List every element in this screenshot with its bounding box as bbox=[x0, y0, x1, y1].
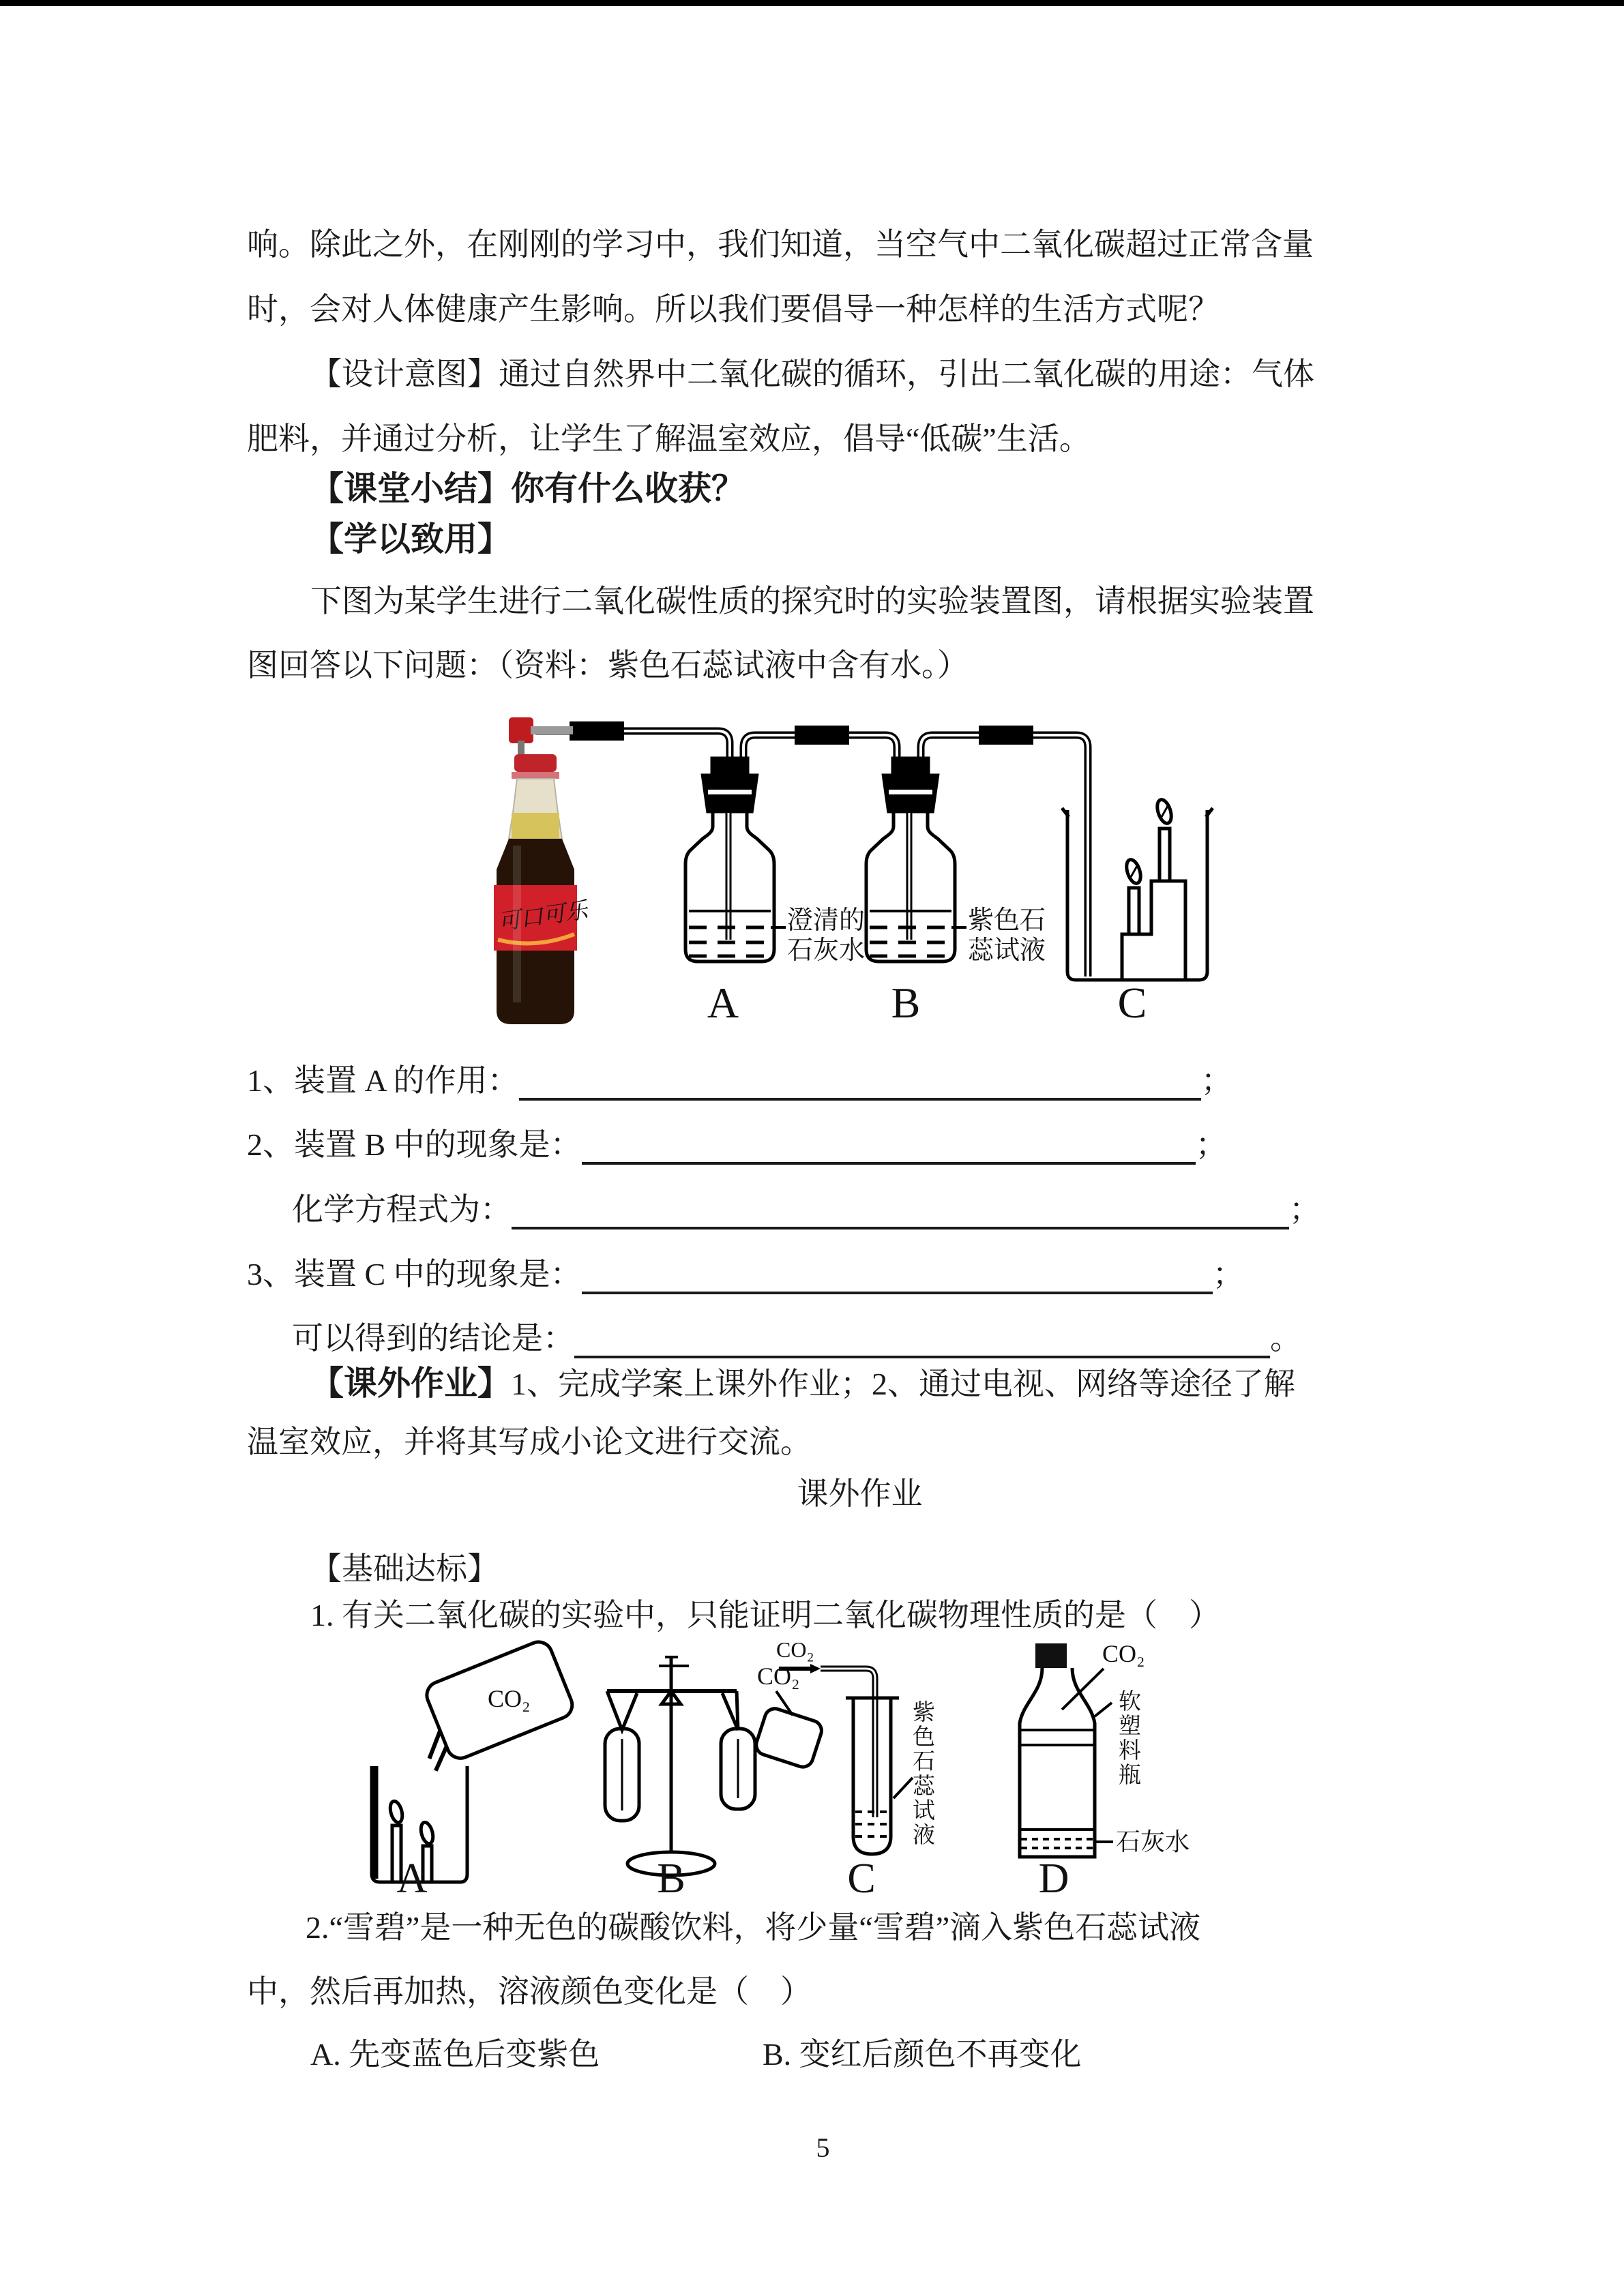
figure2-label-A: A bbox=[396, 1855, 428, 1899]
experiment-intro-line-2: 图回答以下问题：（资料：紫色石蕊试液中含有水。） bbox=[247, 648, 969, 683]
intro-line-1: 响。除此之外，在刚刚的学习中，我们知道，当空气中二氧化碳超过正常含量 bbox=[247, 227, 1314, 262]
class-summary-heading: 【课堂小结】你有什么收获？ bbox=[310, 470, 745, 507]
question-1-punct: ； bbox=[1200, 1063, 1232, 1098]
gas-bottle-A bbox=[685, 757, 786, 961]
question-2-equation-label: 化学方程式为： bbox=[292, 1192, 512, 1227]
option-b-drawing bbox=[605, 1657, 824, 1875]
design-intent-line-2: 肥料，并通过分析，让学生了解温室效应，倡导“低碳”生活。 bbox=[247, 421, 1091, 456]
question-3-blank bbox=[582, 1262, 1213, 1294]
bottle-b-label-line2: 蕊试液 bbox=[968, 936, 1046, 965]
option-d-bottle-vertical-label: 软塑料瓶 bbox=[1115, 1689, 1140, 1787]
question-2-label: 2、装置 B 中的现象是： bbox=[247, 1127, 582, 1162]
option-d-co2-label: CO₂ bbox=[1102, 1640, 1145, 1667]
homework-line-2: 温室效应，并将其写成小论文进行交流。 bbox=[247, 1425, 812, 1459]
gas-bottle-B bbox=[866, 757, 966, 961]
homework-q2-line-2: 中，然后再加热，溶液颜色变化是（ ） bbox=[247, 1974, 812, 2009]
question-3-conclusion-label: 可以得到的结论是： bbox=[292, 1321, 574, 1356]
question-3-conclusion-blank bbox=[574, 1326, 1270, 1358]
question-2 bbox=[247, 1125, 1227, 1165]
top-border-bar bbox=[0, 0, 1624, 6]
page-number: 5 bbox=[816, 2132, 830, 2163]
figure2-label-B: B bbox=[657, 1855, 685, 1899]
question-2-equation bbox=[292, 1190, 1320, 1229]
homework-q2-option-a: A. 先变蓝色后变紫色 bbox=[310, 2037, 600, 2072]
bottle-a-label-line2: 石灰水 bbox=[787, 936, 866, 965]
option-a-drawing bbox=[372, 1638, 577, 1882]
homework-line-1 bbox=[310, 1362, 1295, 1404]
homework-q2-line-1: 2.“雪碧”是一种无色的碳酸饮料，将少量“雪碧”滴入紫色石蕊试液 bbox=[306, 1910, 1201, 1945]
question-3-label: 3、装置 C 中的现象是： bbox=[247, 1257, 582, 1292]
figure1-label-C: C bbox=[1117, 979, 1147, 1027]
experiment-intro-line-1: 下图为某学生进行二氧化碳性质的探究时的实验装置图，请根据实验装置 bbox=[310, 584, 1314, 618]
apply-knowledge-heading: 【学以致用】 bbox=[310, 520, 512, 558]
question-2-equation-punct: ； bbox=[1289, 1192, 1320, 1227]
figure1-label-B: B bbox=[891, 979, 921, 1027]
question-2-punct: ； bbox=[1195, 1127, 1227, 1162]
intro-line-2: 时，会对人体健康产生影响。所以我们要倡导一种怎样的生活方式呢？ bbox=[247, 292, 1220, 327]
homework-q2-option-b: B. 变红后颜色不再变化 bbox=[763, 2037, 1082, 2072]
question-1-label: 1、装置 A 的作用： bbox=[247, 1063, 519, 1098]
red-elbow-valve bbox=[509, 717, 573, 758]
question-3-punct: ； bbox=[1212, 1257, 1244, 1292]
figure2-label-D: D bbox=[1038, 1855, 1069, 1899]
question-2-equation-blank bbox=[512, 1197, 1289, 1229]
bottle-b-label-line1: 紫色石 bbox=[968, 906, 1046, 935]
apparatus-figure bbox=[450, 709, 1228, 1030]
bottle-a-label-line1: 澄清的 bbox=[787, 906, 866, 935]
options-drawing bbox=[321, 1626, 1344, 1899]
apparatus-drawing bbox=[450, 709, 1228, 1030]
cola-brand-text: 可口可乐 bbox=[497, 898, 589, 936]
figure1-label-A: A bbox=[707, 979, 739, 1027]
question-3-conclusion bbox=[292, 1319, 1301, 1358]
option-d-limewater-label: 石灰水 bbox=[1116, 1828, 1190, 1855]
question-1-blank bbox=[519, 1068, 1201, 1101]
homework-q1-text: 1. 有关二氧化碳的实验中，只能证明二氧化碳物理性质的是（ ） bbox=[310, 1598, 1220, 1632]
option-c-litmus-vertical-label: 紫色石蕊试液 bbox=[909, 1700, 934, 1847]
design-intent-line-1: 【设计意图】通过自然界中二氧化碳的循环，引出二氧化碳的用途：气体 bbox=[310, 357, 1314, 391]
option-b-co2-label: CO₂ bbox=[757, 1663, 800, 1690]
homework-section-title: 课外作业 bbox=[797, 1476, 923, 1511]
cola-bottle bbox=[494, 754, 591, 1024]
question-3-conclusion-punct: 。 bbox=[1270, 1321, 1301, 1356]
basic-standard-tag: 【基础达标】 bbox=[310, 1551, 499, 1586]
homework-text: 1、完成学案上课外作业；2、通过电视、网络等途径了解 bbox=[511, 1367, 1296, 1401]
option-a-co2-label: CO₂ bbox=[488, 1685, 531, 1712]
option-c-co2-label: CO₂ bbox=[776, 1637, 814, 1662]
options-figure bbox=[321, 1626, 1344, 1899]
option-c-drawing bbox=[779, 1664, 913, 1854]
question-2-blank bbox=[582, 1132, 1196, 1165]
question-1 bbox=[247, 1061, 1232, 1101]
option-d-drawing bbox=[1020, 1643, 1113, 1857]
homework-tag: 【课外作业】 bbox=[310, 1365, 512, 1402]
question-3 bbox=[247, 1255, 1244, 1294]
figure2-label-C: C bbox=[847, 1855, 876, 1899]
